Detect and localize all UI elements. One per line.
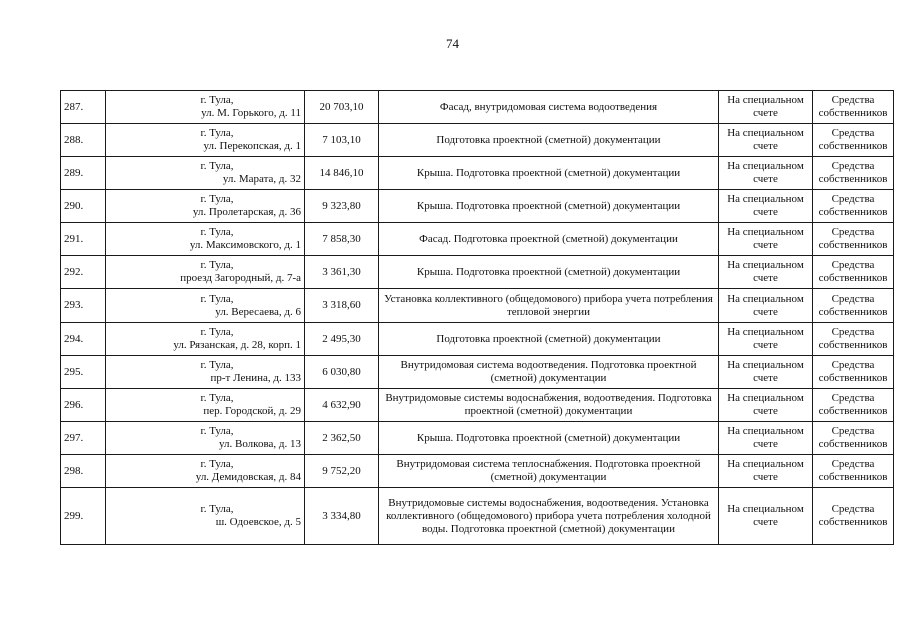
table-row: [61, 91, 894, 124]
cost-cell: 2 362,50: [305, 422, 379, 455]
work-description-cell: Крыша. Подготовка проектной (сметной) документации: [379, 190, 719, 223]
account-type-cell: На специальном счете: [719, 389, 813, 422]
table-row: [61, 389, 894, 422]
address-cell: [106, 256, 305, 289]
address-street: ул. Вересаева, д. 6: [215, 305, 301, 318]
account-type-cell: На специальном счете: [719, 455, 813, 488]
cost-cell: 9 323,80: [305, 190, 379, 223]
address-city: г. Тула,: [200, 392, 234, 404]
address-street: ул. Волкова, д. 13: [218, 438, 301, 450]
work-description-cell: Подготовка проектной (сметной) документации: [379, 124, 719, 157]
address-city: г. Тула,: [200, 226, 234, 238]
row-number: 296.: [61, 389, 106, 422]
funding-source-cell: Средства собственников: [813, 488, 894, 545]
table-row: [61, 323, 894, 356]
table-row: [61, 289, 894, 323]
account-type-cell: На специальном счете: [719, 323, 813, 356]
address-street: проезд Загородный, д. 7-а: [180, 272, 301, 284]
row-number: 289.: [61, 157, 106, 190]
table-row: [61, 356, 894, 389]
address-cell: [106, 488, 305, 545]
address-street: ул. Рязанская, д. 28, корп. 1: [173, 339, 301, 351]
funding-source-cell: Средства собственников: [813, 422, 894, 455]
table-row: [61, 157, 894, 190]
cost-cell: 14 846,10: [305, 157, 379, 190]
funding-source-cell: Средства собственников: [813, 124, 894, 157]
address-street: ш. Одоевское, д. 5: [215, 516, 301, 528]
funding-source-cell: Средства собственников: [813, 356, 894, 389]
cost-cell: 7 103,10: [305, 124, 379, 157]
cost-cell: 6 030,80: [305, 356, 379, 389]
address-cell: [106, 455, 305, 488]
cost-cell: 20 703,10: [305, 91, 379, 124]
table-row: [61, 124, 894, 157]
row-number: 290.: [61, 190, 106, 223]
account-type-cell: На специальном счете: [719, 124, 813, 157]
work-description-cell: Крыша. Подготовка проектной (сметной) документации: [379, 256, 719, 289]
row-number: 297.: [61, 422, 106, 455]
funding-source-cell: Средства собственников: [813, 190, 894, 223]
row-number: 287.: [61, 91, 106, 124]
cost-cell: 3 334,80: [305, 488, 379, 545]
work-description-cell: Подготовка проектной (сметной) документации: [379, 323, 719, 356]
work-description-cell: Фасад. Подготовка проектной (сметной) документации: [379, 223, 719, 256]
page-number: 74: [446, 36, 459, 51]
cost-cell: 3 318,60: [305, 289, 379, 323]
table-row: [61, 422, 894, 455]
address-cell: [106, 289, 305, 323]
address-cell: [106, 422, 305, 455]
address-street: пер. Городской, д. 29: [203, 405, 301, 417]
table-row: [61, 488, 894, 545]
cost-cell: 7 858,30: [305, 223, 379, 256]
table-row: [61, 190, 894, 223]
table-row: [61, 223, 894, 256]
address-city: г. Тула,: [200, 425, 234, 437]
address-street: ул. Демидовская, д. 84: [195, 471, 301, 483]
address-city: г. Тула,: [200, 259, 234, 271]
address-city: г. Тула,: [200, 193, 234, 205]
work-description-cell: Внутридомовые системы водоснабжения, водоотведения. Установка коллективного (общедомового) прибора учета потребления холодной воды. Подготовка проектной (сметной) документации: [379, 488, 719, 545]
address-street: ул. Пролетарская, д. 36: [192, 206, 301, 218]
account-type-cell: На специальном счете: [719, 91, 813, 124]
address-cell: [106, 124, 305, 157]
funding-source-cell: Средства собственников: [813, 455, 894, 488]
work-description-cell: Внутридомовая система теплоснабжения. Подготовка проектной (сметной) документации: [379, 455, 719, 488]
table-body: [61, 91, 894, 545]
table-row: [61, 455, 894, 488]
funding-source-cell: Средства собственников: [813, 256, 894, 289]
row-number: 299.: [61, 488, 106, 545]
work-description-cell: Внутридомовые системы водоснабжения, водоотведения. Подготовка проектной (сметной) документации: [379, 389, 719, 422]
funding-source-cell: Средства собственников: [813, 289, 894, 323]
address-cell: [106, 190, 305, 223]
address-city: г. Тула,: [200, 458, 234, 470]
address-city: г. Тула,: [200, 359, 234, 371]
funding-source-cell: Средства собственников: [813, 91, 894, 124]
address-cell: [106, 356, 305, 389]
address-city: г. Тула,: [200, 94, 234, 106]
address-city: г. Тула,: [200, 127, 234, 139]
row-number: 295.: [61, 356, 106, 389]
funding-source-cell: Средства собственников: [813, 389, 894, 422]
work-description-cell: Установка коллективного (общедомового) прибора учета потребления тепловой энергии: [379, 289, 719, 323]
address-street: ул. Перекопская, д. 1: [203, 140, 301, 152]
funding-source-cell: Средства собственников: [813, 323, 894, 356]
row-number: 293.: [61, 289, 106, 323]
account-type-cell: На специальном счете: [719, 356, 813, 389]
address-city: г. Тула,: [200, 292, 234, 305]
account-type-cell: На специальном счете: [719, 422, 813, 455]
account-type-cell: На специальном счете: [719, 157, 813, 190]
address-cell: [106, 323, 305, 356]
address-street: пр-т Ленина, д. 133: [210, 372, 301, 384]
work-description-cell: Крыша. Подготовка проектной (сметной) документации: [379, 157, 719, 190]
account-type-cell: На специальном счете: [719, 256, 813, 289]
row-number: 288.: [61, 124, 106, 157]
work-description-cell: Фасад, внутридомовая система водоотведения: [379, 91, 719, 124]
row-number: 298.: [61, 455, 106, 488]
account-type-cell: На специальном счете: [719, 190, 813, 223]
table-row: [61, 256, 894, 289]
address-cell: [106, 157, 305, 190]
funding-source-cell: Средства собственников: [813, 157, 894, 190]
address-cell: [106, 223, 305, 256]
address-city: г. Тула,: [200, 160, 234, 172]
address-street: ул. Максимовского, д. 1: [189, 239, 301, 251]
work-description-cell: Внутридомовая система водоотведения. Подготовка проектной (сметной) документации: [379, 356, 719, 389]
address-street: ул. Марата, д. 32: [222, 173, 301, 185]
address-city: г. Тула,: [200, 503, 234, 515]
row-number: 294.: [61, 323, 106, 356]
address-cell: [106, 389, 305, 422]
address-cell: [106, 91, 305, 124]
account-type-cell: На специальном счете: [719, 223, 813, 256]
account-type-cell: На специальном счете: [719, 289, 813, 323]
row-number: 291.: [61, 223, 106, 256]
cost-cell: 3 361,30: [305, 256, 379, 289]
cost-cell: 2 495,30: [305, 323, 379, 356]
address-city: г. Тула,: [200, 326, 234, 338]
cost-cell: 4 632,90: [305, 389, 379, 422]
address-street: ул. М. Горького, д. 11: [201, 107, 301, 119]
account-type-cell: На специальном счете: [719, 488, 813, 545]
funding-source-cell: Средства собственников: [813, 223, 894, 256]
cost-cell: 9 752,20: [305, 455, 379, 488]
row-number: 292.: [61, 256, 106, 289]
registry-table: [60, 90, 894, 545]
work-description-cell: Крыша. Подготовка проектной (сметной) документации: [379, 422, 719, 455]
